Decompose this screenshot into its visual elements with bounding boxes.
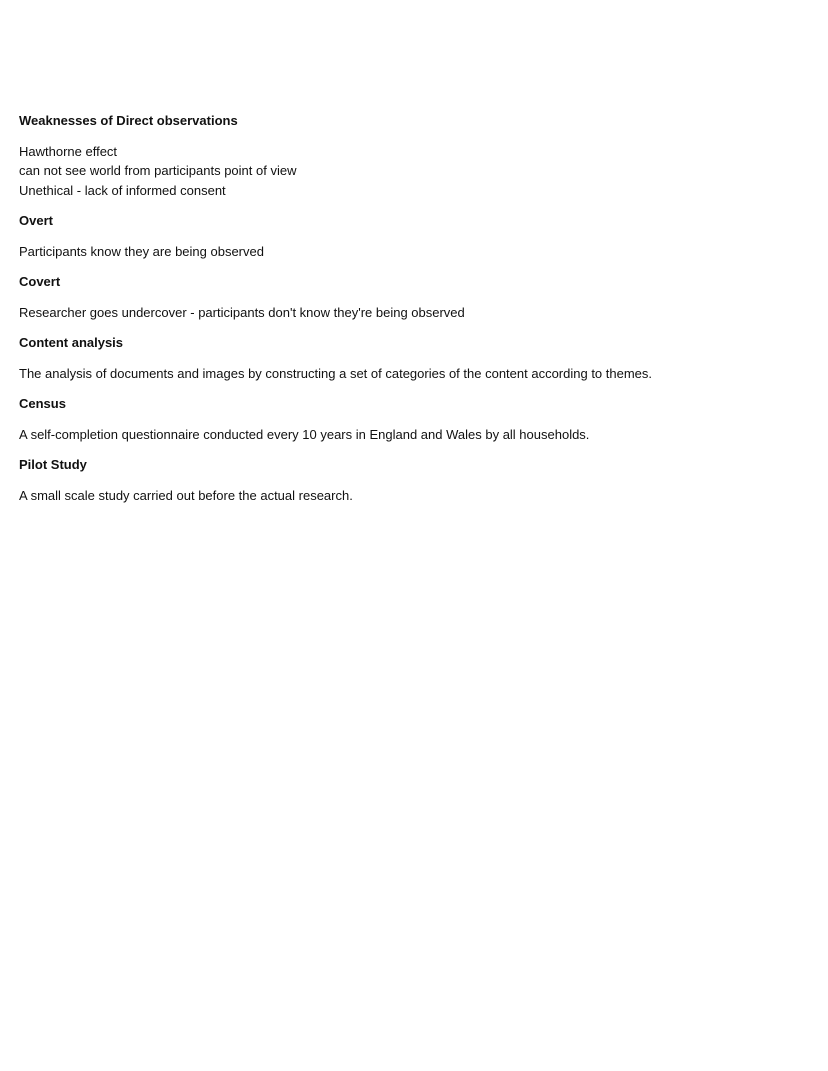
section-heading-weaknesses: Weaknesses of Direct observations xyxy=(19,113,238,128)
document-page xyxy=(19,111,809,505)
covert-definition: Researcher goes undercover - participants don't know they're being observed xyxy=(19,304,465,320)
section-heading-census: Census xyxy=(19,396,66,411)
overt-definition: Participants know they are being observed xyxy=(19,243,264,259)
section-heading-covert: Covert xyxy=(19,274,61,289)
section-heading-overt: Overt xyxy=(19,213,53,228)
weakness-item-unethical: Unethical - lack of informed consent xyxy=(19,182,226,198)
content-analysis-definition: The analysis of documents and images by constructing a set of categories of the content according to themes. xyxy=(19,365,653,381)
weakness-item-hawthorne: Hawthorne effect xyxy=(19,143,118,159)
weakness-item-point-of-view: can not see world from participants point of view xyxy=(19,163,297,178)
census-definition: A self-completion questionnaire conducted every 10 years in England and Wales by all households. xyxy=(19,426,590,442)
pilot-study-definition: A small scale study carried out before the actual research. xyxy=(19,487,353,503)
section-heading-content-analysis: Content analysis xyxy=(19,335,124,350)
section-heading-pilot-study: Pilot Study xyxy=(19,457,87,472)
